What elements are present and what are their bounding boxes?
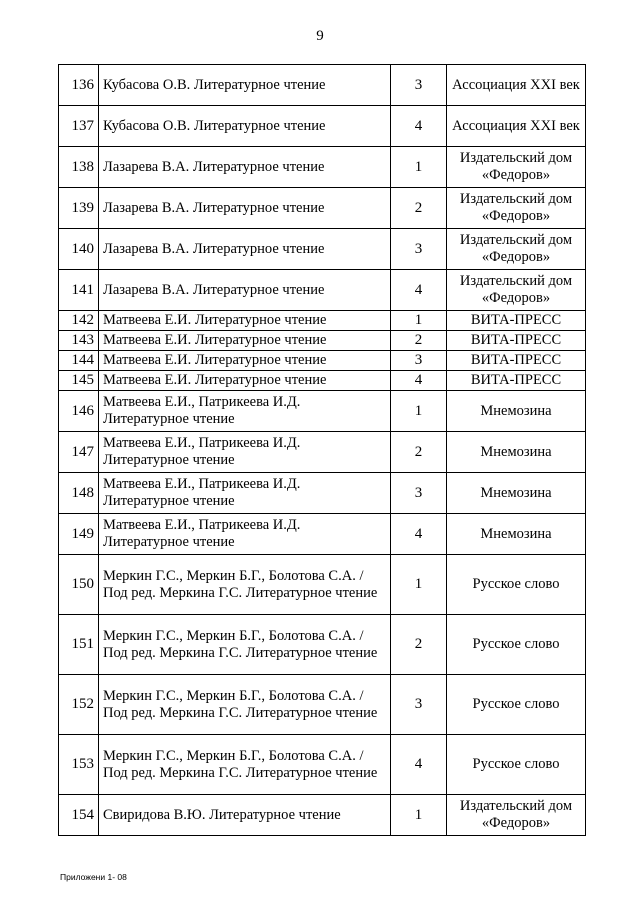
row-number: 153 bbox=[59, 735, 99, 795]
row-title: Меркин Г.С., Меркин Б.Г., Болотова С.А. / Под ред. Меркина Г.С. Литературное чтение bbox=[99, 615, 391, 675]
table-row bbox=[59, 735, 586, 795]
row-publisher: Мнемозина bbox=[447, 432, 586, 473]
row-number: 142 bbox=[59, 311, 99, 331]
row-publisher: Мнемозина bbox=[447, 473, 586, 514]
row-publisher: Русское слово bbox=[447, 675, 586, 735]
row-number: 146 bbox=[59, 391, 99, 432]
table-row bbox=[59, 371, 586, 391]
table-row bbox=[59, 270, 586, 311]
textbook-table-body bbox=[59, 65, 586, 836]
row-number: 145 bbox=[59, 371, 99, 391]
row-title: Меркин Г.С., Меркин Б.Г., Болотова С.А. / Под ред. Меркина Г.С. Литературное чтение bbox=[99, 735, 391, 795]
textbook-table bbox=[58, 64, 586, 836]
table-row bbox=[59, 147, 586, 188]
table-row bbox=[59, 473, 586, 514]
row-title: Матвеева Е.И. Литературное чтение bbox=[99, 311, 391, 331]
row-publisher: ВИТА-ПРЕСС bbox=[447, 351, 586, 371]
row-grade: 4 bbox=[391, 514, 447, 555]
row-grade: 1 bbox=[391, 555, 447, 615]
row-grade: 2 bbox=[391, 432, 447, 473]
row-publisher: Русское слово bbox=[447, 735, 586, 795]
row-number: 149 bbox=[59, 514, 99, 555]
row-title: Меркин Г.С., Меркин Б.Г., Болотова С.А. / Под ред. Меркина Г.С. Литературное чтение bbox=[99, 555, 391, 615]
row-title: Лазарева В.А. Литературное чтение bbox=[99, 270, 391, 311]
table-row bbox=[59, 311, 586, 331]
row-grade: 2 bbox=[391, 188, 447, 229]
row-publisher: Издательский дом «Федоров» bbox=[447, 229, 586, 270]
table-row bbox=[59, 391, 586, 432]
row-number: 138 bbox=[59, 147, 99, 188]
table-row bbox=[59, 188, 586, 229]
row-number: 139 bbox=[59, 188, 99, 229]
row-title: Матвеева Е.И., Патрикеева И.Д. Литературное чтение bbox=[99, 514, 391, 555]
row-grade: 4 bbox=[391, 371, 447, 391]
row-grade: 2 bbox=[391, 331, 447, 351]
row-title: Лазарева В.А. Литературное чтение bbox=[99, 147, 391, 188]
table-row bbox=[59, 615, 586, 675]
row-publisher: Мнемозина bbox=[447, 391, 586, 432]
row-publisher: ВИТА-ПРЕСС bbox=[447, 311, 586, 331]
row-publisher: Ассоциация XXI век bbox=[447, 65, 586, 106]
table-row bbox=[59, 351, 586, 371]
row-publisher: Издательский дом «Федоров» bbox=[447, 147, 586, 188]
footer-note: Приложени 1- 08 bbox=[60, 872, 127, 882]
row-title: Кубасова О.В. Литературное чтение bbox=[99, 106, 391, 147]
row-number: 136 bbox=[59, 65, 99, 106]
row-title: Матвеева Е.И., Патрикеева И.Д. Литературное чтение bbox=[99, 432, 391, 473]
table-row bbox=[59, 65, 586, 106]
row-title: Матвеева Е.И. Литературное чтение bbox=[99, 331, 391, 351]
row-number: 151 bbox=[59, 615, 99, 675]
row-number: 143 bbox=[59, 331, 99, 351]
row-number: 141 bbox=[59, 270, 99, 311]
page-number: 9 bbox=[316, 28, 324, 44]
row-publisher: Издательский дом «Федоров» bbox=[447, 270, 586, 311]
row-title: Лазарева В.А. Литературное чтение bbox=[99, 188, 391, 229]
row-publisher: Ассоциация XXI век bbox=[447, 106, 586, 147]
row-grade: 3 bbox=[391, 675, 447, 735]
row-number: 148 bbox=[59, 473, 99, 514]
row-publisher: ВИТА-ПРЕСС bbox=[447, 331, 586, 351]
table-row bbox=[59, 675, 586, 735]
row-number: 147 bbox=[59, 432, 99, 473]
row-number: 140 bbox=[59, 229, 99, 270]
table-row bbox=[59, 432, 586, 473]
row-grade: 1 bbox=[391, 147, 447, 188]
row-title: Матвеева Е.И., Патрикеева И.Д. Литературное чтение bbox=[99, 473, 391, 514]
row-number: 150 bbox=[59, 555, 99, 615]
row-title: Матвеева Е.И. Литературное чтение bbox=[99, 371, 391, 391]
row-number: 154 bbox=[59, 795, 99, 836]
table-row bbox=[59, 555, 586, 615]
row-publisher: Русское слово bbox=[447, 555, 586, 615]
row-publisher: Мнемозина bbox=[447, 514, 586, 555]
row-title: Лазарева В.А. Литературное чтение bbox=[99, 229, 391, 270]
row-grade: 3 bbox=[391, 229, 447, 270]
row-grade: 4 bbox=[391, 735, 447, 795]
row-grade: 3 bbox=[391, 65, 447, 106]
row-grade: 2 bbox=[391, 615, 447, 675]
row-publisher: Издательский дом «Федоров» bbox=[447, 188, 586, 229]
table-row bbox=[59, 514, 586, 555]
table-row bbox=[59, 331, 586, 351]
row-number: 144 bbox=[59, 351, 99, 371]
row-grade: 1 bbox=[391, 391, 447, 432]
row-publisher: ВИТА-ПРЕСС bbox=[447, 371, 586, 391]
row-publisher: Издательский дом «Федоров» bbox=[447, 795, 586, 836]
row-title: Кубасова О.В. Литературное чтение bbox=[99, 65, 391, 106]
row-publisher: Русское слово bbox=[447, 615, 586, 675]
row-number: 137 bbox=[59, 106, 99, 147]
row-title: Меркин Г.С., Меркин Б.Г., Болотова С.А. / Под ред. Меркина Г.С. Литературное чтение bbox=[99, 675, 391, 735]
table-row bbox=[59, 106, 586, 147]
row-grade: 4 bbox=[391, 106, 447, 147]
table-row bbox=[59, 795, 586, 836]
row-title: Матвеева Е.И., Патрикеева И.Д. Литературное чтение bbox=[99, 391, 391, 432]
table-row bbox=[59, 229, 586, 270]
row-grade: 1 bbox=[391, 311, 447, 331]
row-title: Матвеева Е.И. Литературное чтение bbox=[99, 351, 391, 371]
row-title: Свиридова В.Ю. Литературное чтение bbox=[99, 795, 391, 836]
row-grade: 4 bbox=[391, 270, 447, 311]
row-grade: 3 bbox=[391, 473, 447, 514]
row-grade: 3 bbox=[391, 351, 447, 371]
row-grade: 1 bbox=[391, 795, 447, 836]
row-number: 152 bbox=[59, 675, 99, 735]
